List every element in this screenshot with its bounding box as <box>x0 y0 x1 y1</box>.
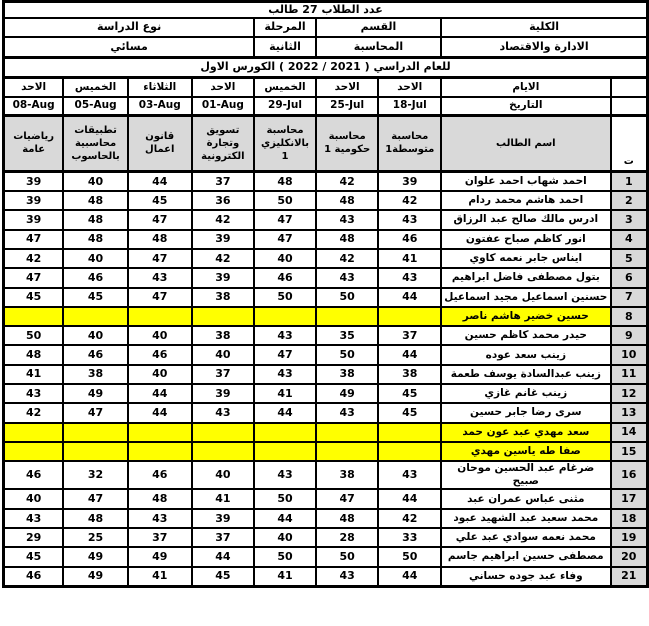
grade-cell <box>254 307 316 326</box>
grade-cell: 50 <box>254 547 316 566</box>
stage-label: المرحلة <box>254 18 316 37</box>
grade-cell: 37 <box>192 528 255 547</box>
grade-cell <box>4 307 64 326</box>
grade-cell <box>4 423 64 442</box>
college-value: الادارة والاقتصاد <box>441 37 647 58</box>
subject-cell: تطبيقات محاسبية بالحاسوب <box>63 115 128 171</box>
grade-cell: 46 <box>128 461 192 489</box>
corner-empty-cell <box>611 97 648 116</box>
subject-cell: محاسبة متوسطة1 <box>378 115 441 171</box>
grade-cell <box>128 442 192 461</box>
date-cell: 08-Aug <box>4 97 64 116</box>
grade-cell: 47 <box>254 230 316 249</box>
grade-cell: 40 <box>4 489 64 508</box>
grade-cell: 43 <box>378 268 441 287</box>
student-row <box>4 171 648 191</box>
grade-cell: 42 <box>4 403 64 422</box>
grade-cell: 44 <box>192 547 255 566</box>
grade-cell <box>192 423 255 442</box>
student-name-cell: احمد شهاب احمد علوان <box>441 171 610 191</box>
grade-cell: 40 <box>128 365 192 384</box>
subject-cell: قانون اعمال <box>128 115 192 171</box>
grade-cell: 42 <box>378 191 441 210</box>
grade-cell: 46 <box>254 268 316 287</box>
grade-cell: 46 <box>4 567 64 587</box>
grade-cell: 50 <box>254 489 316 508</box>
day-cell: الاحد <box>4 77 64 97</box>
grade-cell: 42 <box>316 249 379 268</box>
row-number-cell: 7 <box>611 288 648 307</box>
grade-cell: 50 <box>254 288 316 307</box>
grade-cell: 48 <box>128 489 192 508</box>
grade-cell: 40 <box>63 326 128 345</box>
grade-cell: 45 <box>4 288 64 307</box>
student-row <box>4 288 648 307</box>
student-row <box>4 403 648 422</box>
student-name-cell: حسنين اسماعيل مجيد اسماعيل <box>441 288 610 307</box>
date-cell: 01-Aug <box>192 97 255 116</box>
grade-cell: 45 <box>378 384 441 403</box>
row-number-cell: 3 <box>611 210 648 229</box>
row-number-cell: 13 <box>611 403 648 422</box>
grade-cell: 47 <box>254 210 316 229</box>
row-number-cell: 1 <box>611 171 648 191</box>
row-number-cell: 2 <box>611 191 648 210</box>
grade-cell: 40 <box>63 249 128 268</box>
grade-cell: 44 <box>378 567 441 587</box>
grade-cell: 43 <box>254 326 316 345</box>
student-row <box>4 365 648 384</box>
grade-cell: 48 <box>254 171 316 191</box>
department-value: المحاسبة <box>316 37 441 58</box>
grade-cell: 47 <box>4 268 64 287</box>
grade-cell: 45 <box>192 567 255 587</box>
dates-row <box>4 97 648 116</box>
subject-cell: محاسبة بالانكليزي 1 <box>254 115 316 171</box>
student-name-cell: زينب غانم غازي <box>441 384 610 403</box>
student-name-cell: مثنى عباس عمران عبد <box>441 489 610 508</box>
grade-cell: 32 <box>63 461 128 489</box>
grade-cell: 46 <box>378 230 441 249</box>
grade-cell: 50 <box>316 288 379 307</box>
grade-cell: 50 <box>316 547 379 566</box>
grade-cell: 50 <box>4 326 64 345</box>
grade-cell: 38 <box>316 461 379 489</box>
grade-cell: 47 <box>4 230 64 249</box>
grade-cell: 47 <box>128 288 192 307</box>
grade-cell: 41 <box>254 384 316 403</box>
grade-cell: 42 <box>4 249 64 268</box>
student-name-cell: محمد سعيد عبد الشهيد عبود <box>441 509 610 528</box>
student-row <box>4 567 648 587</box>
grade-cell: 43 <box>316 567 379 587</box>
student-name-cell: احمد هاشم محمد ردام <box>441 191 610 210</box>
grade-cell: 40 <box>254 528 316 547</box>
grade-cell: 48 <box>316 191 379 210</box>
grade-cell: 45 <box>128 191 192 210</box>
grade-cell: 48 <box>63 191 128 210</box>
student-name-cell: مصطفى حسين ابراهيم جاسم <box>441 547 610 566</box>
grade-cell <box>128 307 192 326</box>
grade-cell: 44 <box>378 489 441 508</box>
date-cell: 25-Jul <box>316 97 379 116</box>
grade-cell <box>378 423 441 442</box>
grade-cell: 50 <box>254 191 316 210</box>
study-type-value: مسائي <box>4 37 255 58</box>
grade-cell: 45 <box>63 288 128 307</box>
grade-cell: 46 <box>63 345 128 364</box>
student-name-cell: زينب سعد عوده <box>441 345 610 364</box>
day-cell: الثلاثاء <box>128 77 192 97</box>
grade-cell: 48 <box>316 230 379 249</box>
grade-cell: 41 <box>128 567 192 587</box>
grade-cell: 43 <box>4 509 64 528</box>
grade-cell: 50 <box>316 345 379 364</box>
info-values-row <box>4 37 648 58</box>
row-number-cell: 5 <box>611 249 648 268</box>
day-cell: الاحد <box>378 77 441 97</box>
subjects-row <box>4 115 648 171</box>
study-type-label: نوع الدراسة <box>4 18 255 37</box>
grade-cell: 38 <box>378 365 441 384</box>
day-cell: الخميس <box>254 77 316 97</box>
grade-cell: 42 <box>378 509 441 528</box>
grade-cell: 47 <box>316 489 379 508</box>
row-number-cell: 6 <box>611 268 648 287</box>
grade-cell: 45 <box>378 403 441 422</box>
grade-cell: 41 <box>378 249 441 268</box>
row-number-cell: 17 <box>611 489 648 508</box>
grade-cell: 38 <box>63 365 128 384</box>
row-number-cell: 18 <box>611 509 648 528</box>
grade-cell: 37 <box>192 365 255 384</box>
grade-cell: 40 <box>128 326 192 345</box>
student-row <box>4 489 648 508</box>
grade-cell: 39 <box>4 191 64 210</box>
grade-cell: 39 <box>4 171 64 191</box>
student-name-cell: ضرغام عبد الحسين موحان صبيح <box>441 461 610 489</box>
student-row <box>4 249 648 268</box>
grade-cell: 49 <box>316 384 379 403</box>
grade-cell: 48 <box>316 509 379 528</box>
student-row <box>4 423 648 442</box>
grade-cell: 48 <box>63 509 128 528</box>
grade-cell: 36 <box>192 191 255 210</box>
row-number-cell: 20 <box>611 547 648 566</box>
grade-cell: 48 <box>63 210 128 229</box>
grade-cell: 35 <box>316 326 379 345</box>
date-cell: 05-Aug <box>63 97 128 116</box>
grade-cell: 47 <box>128 210 192 229</box>
grade-cell: 44 <box>378 345 441 364</box>
grade-cell: 44 <box>254 509 316 528</box>
grade-cell <box>316 423 379 442</box>
grade-cell: 38 <box>192 326 255 345</box>
grade-cell: 38 <box>316 365 379 384</box>
subject-cell: تسويق وتجارة الكترونية <box>192 115 255 171</box>
grade-cell: 49 <box>63 384 128 403</box>
academic-year-row <box>4 57 648 77</box>
title-row <box>4 2 648 18</box>
grade-cell: 47 <box>63 403 128 422</box>
grade-cell: 37 <box>378 326 441 345</box>
grade-cell: 40 <box>192 345 255 364</box>
student-row <box>4 528 648 547</box>
grade-cell: 43 <box>316 403 379 422</box>
grade-cell: 43 <box>316 210 379 229</box>
grade-cell: 48 <box>4 345 64 364</box>
days-row <box>4 77 648 97</box>
student-name-header: اسم الطالب <box>441 115 610 171</box>
student-name-cell: سعد مهدي عبد عون حمد <box>441 423 610 442</box>
student-row <box>4 384 648 403</box>
grade-cell: 47 <box>63 489 128 508</box>
grades-table <box>2 0 649 588</box>
students-count-title: عدد الطلاب 27 طالب <box>4 2 648 18</box>
student-row <box>4 345 648 364</box>
grade-cell <box>254 442 316 461</box>
grade-cell: 33 <box>378 528 441 547</box>
grade-cell: 28 <box>316 528 379 547</box>
subject-cell: رياضيات عامة <box>4 115 64 171</box>
grade-cell: 49 <box>63 567 128 587</box>
grade-cell <box>63 307 128 326</box>
college-label: الكلية <box>441 18 647 37</box>
grade-cell <box>63 423 128 442</box>
student-name-cell: ايناس جابر نعمه كاوي <box>441 249 610 268</box>
grade-cell: 39 <box>378 171 441 191</box>
student-row <box>4 442 648 461</box>
student-name-cell: انور كاظم صباح عفتون <box>441 230 610 249</box>
student-name-cell: سرى رضا جابر حسين <box>441 403 610 422</box>
grade-cell: 48 <box>63 230 128 249</box>
row-number-cell: 8 <box>611 307 648 326</box>
grade-cell: 39 <box>192 384 255 403</box>
grade-cell: 43 <box>254 365 316 384</box>
grade-cell: 42 <box>316 171 379 191</box>
grade-cell: 39 <box>4 210 64 229</box>
student-name-cell: بتول مصطفى فاضل ابراهيم <box>441 268 610 287</box>
grade-cell: 43 <box>254 461 316 489</box>
grade-cell: 40 <box>192 461 255 489</box>
grade-cell: 39 <box>192 268 255 287</box>
grade-cell: 44 <box>128 403 192 422</box>
grade-cell <box>254 423 316 442</box>
row-number-cell: 11 <box>611 365 648 384</box>
date-cell: 18-Jul <box>378 97 441 116</box>
day-cell: الخميس <box>63 77 128 97</box>
grade-cell: 40 <box>63 171 128 191</box>
grade-cell: 43 <box>128 268 192 287</box>
day-cell: الاحد <box>192 77 255 97</box>
row-number-cell: 16 <box>611 461 648 489</box>
grade-cell: 43 <box>128 509 192 528</box>
grade-cell <box>316 307 379 326</box>
grade-cell: 38 <box>192 288 255 307</box>
grade-cell: 41 <box>192 489 255 508</box>
grade-cell <box>192 442 255 461</box>
row-number-cell: 4 <box>611 230 648 249</box>
grade-cell: 47 <box>254 345 316 364</box>
grade-cell: 39 <box>192 230 255 249</box>
student-row <box>4 191 648 210</box>
corner-empty-cell <box>611 77 648 97</box>
grade-cell: 43 <box>4 384 64 403</box>
student-row <box>4 326 648 345</box>
row-number-cell: 14 <box>611 423 648 442</box>
row-number-cell: 12 <box>611 384 648 403</box>
days-label: الايام <box>441 77 610 97</box>
department-label: القسم <box>316 18 441 37</box>
grade-cell: 47 <box>128 249 192 268</box>
grade-cell: 43 <box>316 268 379 287</box>
grade-cell: 39 <box>192 509 255 528</box>
grade-cell <box>316 442 379 461</box>
row-number-cell: 10 <box>611 345 648 364</box>
stage-value: الثانية <box>254 37 316 58</box>
dates-label: التاريخ <box>441 97 610 116</box>
grade-cell <box>378 442 441 461</box>
date-cell: 03-Aug <box>128 97 192 116</box>
grade-cell: 25 <box>63 528 128 547</box>
day-cell: الاحد <box>316 77 379 97</box>
grade-cell: 41 <box>4 365 64 384</box>
student-row <box>4 509 648 528</box>
student-name-cell: صفا طه ياسين مهدي <box>441 442 610 461</box>
grade-cell: 40 <box>254 249 316 268</box>
row-number-cell: 15 <box>611 442 648 461</box>
grade-cell: 44 <box>128 384 192 403</box>
grade-cell: 48 <box>128 230 192 249</box>
grade-cell: 29 <box>4 528 64 547</box>
student-row <box>4 210 648 229</box>
grade-cell: 46 <box>63 268 128 287</box>
grade-cell: 46 <box>128 345 192 364</box>
row-number-cell: 21 <box>611 567 648 587</box>
student-name-cell: حيدر محمد كاظم حسين <box>441 326 610 345</box>
grade-cell: 43 <box>378 210 441 229</box>
grade-cell: 42 <box>192 249 255 268</box>
grade-cell: 41 <box>254 567 316 587</box>
student-name-cell: وفاء عبد جوده حساني <box>441 567 610 587</box>
student-name-cell: محمد نعمه سوادي عبد علي <box>441 528 610 547</box>
grade-cell: 43 <box>192 403 255 422</box>
grade-cell: 46 <box>4 461 64 489</box>
serial-column-header: ت <box>611 115 648 171</box>
students-body <box>4 171 648 586</box>
student-row <box>4 307 648 326</box>
row-number-cell: 9 <box>611 326 648 345</box>
grade-cell: 45 <box>4 547 64 566</box>
student-name-cell: حسين خضير هاشم ناصر <box>441 307 610 326</box>
academic-year-title: للعام الدراسي ( 2021 / 2022 ) الكورس الاول <box>4 57 648 77</box>
student-row <box>4 268 648 287</box>
student-row <box>4 461 648 489</box>
student-row <box>4 547 648 566</box>
grade-cell <box>4 442 64 461</box>
grade-cell: 43 <box>378 461 441 489</box>
grade-cell <box>63 442 128 461</box>
student-row <box>4 230 648 249</box>
grade-cell: 49 <box>63 547 128 566</box>
grade-cell <box>192 307 255 326</box>
grade-cell: 44 <box>254 403 316 422</box>
row-number-cell: 19 <box>611 528 648 547</box>
student-name-cell: زينب عبدالسادة يوسف طعمة <box>441 365 610 384</box>
grade-cell: 42 <box>192 210 255 229</box>
grade-cell: 50 <box>378 547 441 566</box>
date-cell: 29-Jul <box>254 97 316 116</box>
grade-cell: 44 <box>128 171 192 191</box>
grade-cell: 37 <box>128 528 192 547</box>
grade-cell: 37 <box>192 171 255 191</box>
info-labels-row <box>4 18 648 37</box>
grade-cell <box>378 307 441 326</box>
grade-cell: 49 <box>128 547 192 566</box>
student-name-cell: ادرس مالك صالح عبد الرزاق <box>441 210 610 229</box>
subject-cell: محاسبة حكومية 1 <box>316 115 379 171</box>
grade-cell: 44 <box>378 288 441 307</box>
grade-cell <box>128 423 192 442</box>
